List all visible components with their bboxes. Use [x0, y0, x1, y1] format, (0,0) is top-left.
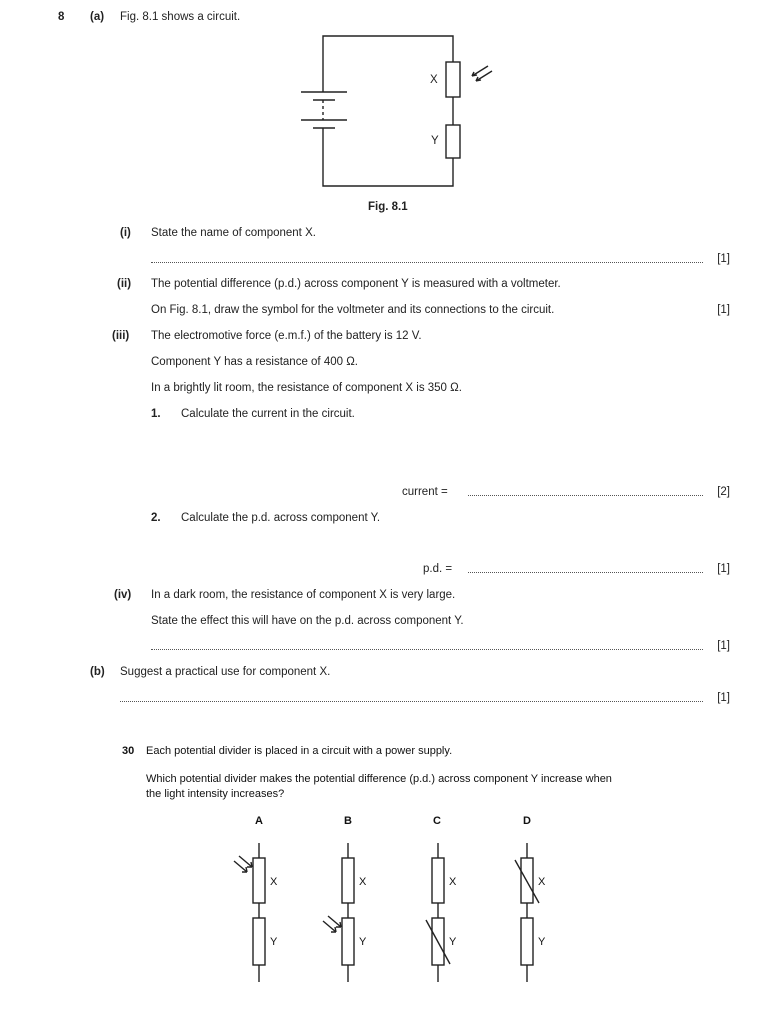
option-c-y-label: Y: [449, 936, 457, 948]
pd-answer-label: p.d. =: [423, 563, 453, 575]
option-a-diagram: [253, 843, 265, 982]
step-2-text: Calculate the p.d. across component Y.: [181, 512, 381, 524]
subpart-iii-line3: In a brightly lit room, the resistance of component X is 350 Ω.: [151, 382, 462, 394]
subpart-i-text: State the name of component X.: [151, 227, 316, 239]
subpart-ii-text: The potential difference (p.d.) across component Y is measured with a voltmeter.: [151, 278, 561, 290]
question-number: 8: [58, 11, 65, 23]
current-answer-label: current =: [402, 486, 448, 498]
step-2-number: 2.: [151, 512, 161, 524]
part-b-label: (b): [90, 666, 105, 678]
light-arrows-icon: [323, 916, 341, 932]
option-a-letter[interactable]: A: [255, 815, 263, 827]
question-30-number: 30: [122, 745, 135, 757]
mark-iii-1: [2]: [717, 486, 730, 498]
option-a-x-label: X: [270, 876, 278, 888]
option-c-diagram: [426, 843, 450, 982]
figure-caption: Fig. 8.1: [368, 201, 408, 213]
option-b-y-label: Y: [359, 936, 367, 948]
subpart-ii-instruction: On Fig. 8.1, draw the symbol for the voltmeter and its connections to the circuit.: [151, 304, 555, 316]
option-c-letter[interactable]: C: [433, 815, 441, 827]
step-1-text: Calculate the current in the circuit.: [181, 408, 355, 420]
mark-iv: [1]: [717, 640, 730, 652]
thermistor-slash-icon: [515, 860, 539, 903]
figure-label-y: Y: [431, 135, 439, 147]
question-30-line1: Each potential divider is placed in a circuit with a power supply.: [146, 745, 453, 757]
option-d-diagram: [515, 843, 539, 982]
subpart-iii-line2: Component Y has a resistance of 400 Ω.: [151, 356, 358, 368]
question-30-line2: Which potential divider makes the potential difference (p.d.) across component Y increase when: [146, 773, 612, 785]
part-a-intro: Fig. 8.1 shows a circuit.: [120, 11, 241, 23]
thermistor-slash-icon: [426, 920, 450, 964]
subpart-iv-line1: In a dark room, the resistance of component X is very large.: [151, 589, 456, 601]
option-b-letter[interactable]: B: [344, 815, 352, 827]
option-b-x-label: X: [359, 876, 367, 888]
option-b-diagram: [342, 843, 354, 982]
step-1-number: 1.: [151, 408, 161, 420]
part-a-label: (a): [90, 11, 105, 23]
subpart-iv-line2: State the effect this will have on the p.d. across component Y.: [151, 615, 464, 627]
part-b-text: Suggest a practical use for component X.: [120, 666, 331, 678]
option-d-x-label: X: [538, 876, 546, 888]
figure-label-x: X: [430, 74, 438, 86]
light-arrows-icon: [234, 856, 252, 872]
subpart-iii-number: (iii): [112, 330, 130, 342]
subpart-iii-line1: The electromotive force (e.m.f.) of the battery is 12 V.: [151, 330, 422, 342]
mark-b: [1]: [717, 692, 730, 704]
subpart-i-number: (i): [120, 227, 131, 239]
option-d-letter[interactable]: D: [523, 815, 531, 827]
mark-ii: [1]: [717, 304, 730, 316]
option-a-y-label: Y: [270, 936, 278, 948]
question-30-line3: the light intensity increases?: [146, 788, 285, 800]
option-d-y-label: Y: [538, 936, 546, 948]
option-c-x-label: X: [449, 876, 457, 888]
mark-iii-2: [1]: [717, 563, 730, 575]
mark-i: [1]: [717, 253, 730, 265]
subpart-iv-number: (iv): [114, 589, 132, 601]
subpart-ii-number: (ii): [117, 278, 132, 290]
